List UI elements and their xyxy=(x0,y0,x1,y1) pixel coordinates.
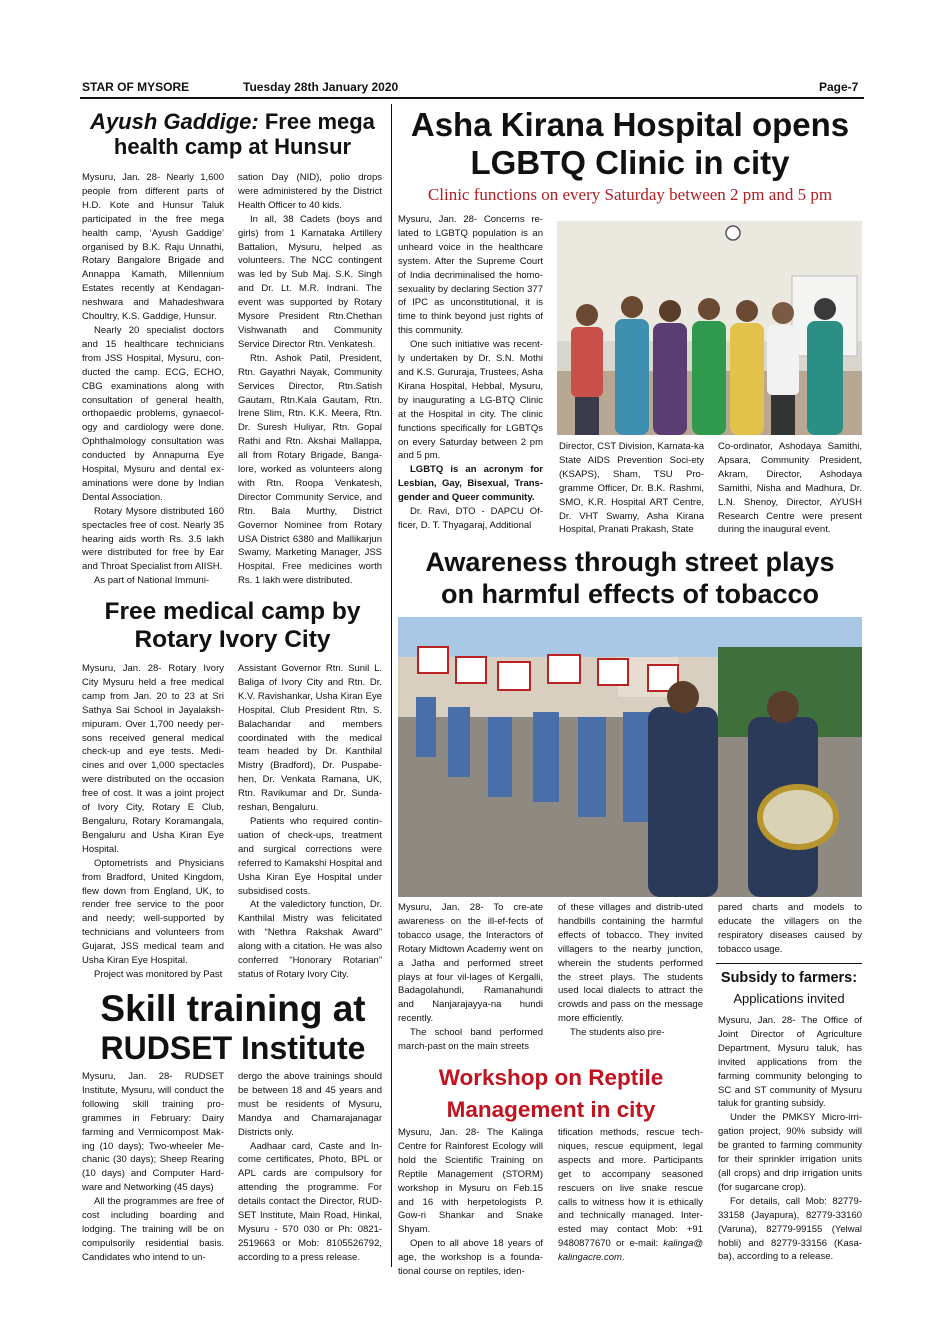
ayush-headline-rest: Free mega xyxy=(258,109,375,134)
ayush-headline xyxy=(80,110,385,160)
asha-subtitle: Clinic functions on every Saturday between 2 pm and 5 pm xyxy=(427,185,833,204)
street-para-4: The students also pre- xyxy=(570,1027,665,1039)
reptile-para-1: Mysuru, Jan. 28- The Kalinga Centre for Rainforest Ecology will hold the Scientific Training on Reptile Management (STORM) workshop in Mysuru on Feb.15 and 16 with herpetologists P. Gow-ri Shankar and Snake Shyam. xyxy=(398,1127,543,1236)
asha-bold-para: LGBTQ is an acronym for Lesbian, Gay, Bisexual, Trans-gender and Queer community. xyxy=(398,464,543,504)
subsidy-body xyxy=(718,1014,862,1264)
reptile-contact-text: tification methods, rescue tech-niques, rescue equipment, legal aspects and more. Participants get to accompany seasoned rescuers on live snake rescue calls to witness how it is ethically and technically managed. Inter-ested may contact Mob: +91 9480877670 or e-mail: xyxy=(558,1127,703,1250)
street-para-1: Mysuru, Jan. 28- To cre-ate awareness on the ill-ef-fects of tobacco usage, the Interactors of Rotary Midtown Academy went on a Jatha and performed street plays at four vil-lages of Kergalli, Badagolahundi, Ramanahundi and Nanjarajayya-na hundi recently. xyxy=(398,902,543,1025)
subsidy-headline: Subsidy to farmers: xyxy=(720,970,858,986)
ayush-para-4: As part of National Immuni- xyxy=(94,575,210,587)
reptile-col-1 xyxy=(398,1126,543,1279)
street-headline-line2: on harmful effects of tobacco xyxy=(440,579,820,610)
street-col-1 xyxy=(398,901,543,1054)
rotary-col-1 xyxy=(82,662,224,982)
skill-headline xyxy=(78,990,388,1065)
ayush-para-5: sation Day (NID), polio drops were administered by the District Health Officer to 40 kids. xyxy=(238,172,382,211)
ayush-para-3: Rotary Mysore distributed 160 spectacles free of cost. Nearly 35 hearing aids worth Rs. 3.5 lakh were distributed for free by Ear and Throat Specialist from AIISH. xyxy=(82,505,224,573)
reptile-headline-line2: Management in city xyxy=(446,1096,656,1122)
skill-headline-line2: RUDSET Institute xyxy=(100,1029,366,1066)
asha-headline-line1: Asha Kirana Hospital opens xyxy=(410,106,850,143)
skill-para-1: Mysuru, Jan. 28- RUDSET Institute, Mysuru, will conduct the following skill training pro-grammes in February: Dairy farming and Vermicompost Mak-ing (10 days); Two-wheeler Me-chanic (30 days); Sheep Rearing (10 days) and Computer Hard-ware and Networking (45 days) xyxy=(82,1071,224,1194)
ayush-para-1: Mysuru, Jan. 28- Nearly 1,600 people from different parts of H.D. Kote and Hunsur Taluk participated in the free mega health camp, ‘Ayush Gaddige’ organised by B.K. Raju Unnathi, Rotary Bangalore Brigade and Annappa Kamath, Millennium Estates recently at Kendagan-neshwara and Mahadeshwara Choultry, K.S. Gaddige, Hunsur. xyxy=(82,172,224,323)
street-col-3 xyxy=(718,901,862,957)
asha-para-1: Mysuru, Jan. 28- Concerns re-lated to LGBTQ population is an unheard voice in the healthcare system. After the Supreme Court of India decriminalised the homo-sexuality by declaring Section 377 of IPC as unconstitutional, it is time to think beyond just rights of this community. xyxy=(398,214,543,337)
street-para-3: of these villages and distrib-uted handbills containing the harmful effects of tobacco. They invited villagers to the nearby junction, wherein the students performed the street plays. The students used local dialects to attract the crowds and pass on the message more efficiently. xyxy=(558,902,703,1025)
asha-col-2 xyxy=(559,440,704,537)
ayush-headline-italic: Ayush Gaddige: xyxy=(90,109,259,134)
rotary-para-5: Patients who required contin-uation of check-ups, treatment and surgical corrections were referred to Kamakshi Hospital and Usha Kiran Eye Hospital under subsidised costs. xyxy=(238,815,382,897)
asha-para-4: Director, CST Division, Karnata-ka State AIDS Prevention Soci-ety (KSAPS), Sham, TSU Pro-gramme Officer, Dr. B.K. Rashmi, SMO, K.R. Hospital ART Centre, Dr. VHT Swamy, Asha Kirana Hospital, Pranati Prakash, State xyxy=(559,441,704,536)
asha-headline-line2: LGBTQ Clinic in city xyxy=(470,143,790,181)
ayush-para-2: Nearly 20 specialist doctors and 15 healthcare technicians from JSS Hospital, Mysuru, con-ducted the camp. ECG, ECHO, CBG examinations along with consultation of general health, orthopaedic problems, gynaecol-ogy and cardiology were done. Ophthalmology consultation was conducted by Annapurna Eye Hospital, Mysuru and dental ex-aminations were done by Indian Dental Association. xyxy=(82,324,224,503)
rotary-para-4: Assistant Governor Rtn. Sunil L. Baliga of Ivory City and Rtn. Dr. K.V. Ravishankar, Usha Kiran Eye Hospital. Club President Rtn. S. Balachandar and members coordinated with the medical team headed by Dr. Kanthilal Mistry (Bradford), Dr. Puspabe-hen, Dr. Venkata Ramana, UK, Rtn. Ravikumar and Dr. Sunda-reshan, Bengaluru. xyxy=(238,663,382,814)
asha-para-3: Dr. Ravi, DTO - DAPCU Of-ficer, D. T. Thyagaraj, Additional xyxy=(398,506,543,531)
ayush-headline-line2: health camp at Hunsur xyxy=(113,133,352,159)
rotary-headline-line1: Free medical camp by xyxy=(104,598,361,625)
rotary-headline-line2: Rotary Ivory City xyxy=(134,625,331,653)
rotary-para-6: At the valedictory function, Dr. Kanthilal Mistry was felicitated with “Nethra Rakshak Award” along with a citation. He was also conferred “Honorary Rotarian” status of Rotary Ivory City. xyxy=(238,899,382,980)
masthead-paper-name: STAR OF MYSORE xyxy=(82,80,190,94)
subsidy-para-1: Mysuru, Jan. 28- The Office of Joint Director of Agriculture Department, Mysuru taluk, has invited applications from the farming community belonging to SC and ST community of Mysuru taluk for granting subsidy. xyxy=(718,1015,862,1110)
skill-col-2 xyxy=(238,1070,382,1265)
reptile-end: . xyxy=(621,1252,625,1264)
asha-col-3 xyxy=(718,440,862,537)
rotary-para-1: Mysuru, Jan. 28- Rotary Ivory City Mysuru held a free medical camp from Jan. 20 to 23 at Sri Sathya Sai School in Jayalaksh-mipuram. Over 1,700 needy per-sons received general medical check-up and eye tests. Medi-cines and over 1,000 spectacles were distributed on the occasion free of cost. It was a joint project of Ivory City, Rotary E Club, Bengaluru, Rotary Koramangala, Bengaluru and Usha Kiran Eye Hospital. xyxy=(82,663,224,855)
asha-col-1 xyxy=(398,213,543,533)
skill-col-1 xyxy=(82,1070,224,1265)
subsidy-subtitle: Applications invited xyxy=(733,991,845,1006)
ayush-col-1 xyxy=(82,171,224,588)
asha-para-2: One such initiative was recent-ly undertaken by Dr. S.N. Mothi and K.S. Gururaja, Trustees, Asha Kirana Hospital, Hebbal, Mysuru, by inaugurating a LG-BTQ Clinic at the Hospital in city. The clinic functions specifically for LGBTQs on every Saturday between 2 pm and 5 pm. xyxy=(398,339,543,462)
skill-headline-line1: Skill training at xyxy=(100,988,366,1029)
rotary-para-3: Project was monitored by Past xyxy=(94,968,223,980)
reptile-para-2: Open to all above 18 years of age, the workshop is a founda-tional course on reptiles, iden- xyxy=(398,1238,543,1278)
reptile-para-3 xyxy=(558,1126,703,1265)
reptile-col-2 xyxy=(558,1126,703,1265)
ayush-para-7: Rtn. Ashok Patil, President, Rtn. Gayathri Nayak, Community Services Director, Rtn.Satish Gautam, Rtn.Kala Gautam, Rtn. Irene Slim, Rtn. K.K. Meera, Rtn. Dr. Suresh Huliyar, Rtn. Gopal Rathi and Rtn. Akshai Mallappa, all from Rotary Brigade, Banga-lore, worked as volunteers along with Rtn. Roopa Venkatesh, Director Community Service, and Rtn. Bala Murthy, District Governor Nominee from Rotary USA District 6380 and Mallikarjun Swamy, Marketing Manager, JSS Hospital. Free medicines worth Rs. 1 lakh were distributed. xyxy=(238,352,382,587)
subsidy-para-3: For details, call Mob: 82779-33158 (Jayapura), 82779-33160 (Varuna), 82779-99155 (Yelwal hobli) and 82779-33156 (Kasa-ba), according to a release. xyxy=(718,1195,862,1263)
asha-headline xyxy=(398,106,862,181)
reptile-email: kalinga@ kalingacre.com xyxy=(558,1238,703,1264)
skill-para-2: All the programmes are free of cost including boarding and lodging. The training will be on compulsorily residential basis. Candidates who intend to un- xyxy=(82,1196,224,1263)
rotary-para-2: Optometrists and Physicians from Bradford, United Kingdom, flew down from England, UK, to render free service to the poor and needy; well-supported by technicians and volunteers from Gujarat, JSS medical team and Usha Kiran Eye Hospital. xyxy=(82,857,224,967)
rotary-headline xyxy=(80,598,385,653)
street-headline-line1: Awareness through street plays xyxy=(425,547,835,577)
rotary-col-2 xyxy=(238,662,382,982)
street-para-2: The school band performed march-past on the main streets xyxy=(398,1027,543,1053)
ayush-para-6: In all, 38 Cadets (boys and girls) from 1 Karnataka Artillery Battalion, Mysuru, helped as volunteers. The NCC contingent was led by Sub Maj. S.K. Singh and Dr. Lt. M.R. Indrani. The event was supported by Rotary Mysore President Rtn.Chethan Vishwanath and Community Service Director Rtn. Venkatesh. xyxy=(238,213,382,350)
skill-para-3: dergo the above trainings should be between 18 and 45 years and must be residents of Mysuru, Mandya and Chamarajanagar Districts only. xyxy=(238,1071,382,1138)
street-para-5: pared charts and models to educate the villagers on the respiratory diseases caused by tobacco usage. xyxy=(718,902,862,955)
column-divider xyxy=(391,104,392,1267)
subsidy-rule xyxy=(716,963,862,964)
reptile-headline-line1: Workshop on Reptile xyxy=(438,1065,664,1090)
ayush-col-2 xyxy=(238,171,382,588)
asha-para-5: Co-ordinator, Ashodaya Samithi, Apsara, Community President, Akram, Director, Ashodaya Samithi, Nisha and Madhura, Dr. L.N. Shenoy, Director, AYUSH Research Centre were present during the inaugural event. xyxy=(718,441,862,536)
street-play-photo xyxy=(398,617,862,897)
reptile-headline xyxy=(398,1062,704,1125)
street-headline xyxy=(395,546,865,611)
lgbtq-clinic-photo xyxy=(557,221,862,435)
street-col-2 xyxy=(558,901,703,1040)
masthead-rule xyxy=(80,97,864,99)
masthead-date: Tuesday 28th January 2020 xyxy=(243,80,399,94)
masthead-page-number: Page-7 xyxy=(819,80,859,94)
subsidy-para-2: Under the PMKSY Micro-irri-gation project, 90% subsidy will be granted to farming community for their sprinkler irrigation units (all crops) and drip irrigation units (for sugarcane crop). xyxy=(718,1112,862,1193)
skill-para-4: Aadhaar card, Caste and In-come certificates, Photo, BPL or APL cards are compulsory for attending the programme. For details contact the Director, RUD-SET Institute, Main Road, Hinkal, Mysuru - 570 030 or Ph: 0821-2519663 or Mob: 8105526792, according to a press release. xyxy=(238,1140,382,1263)
